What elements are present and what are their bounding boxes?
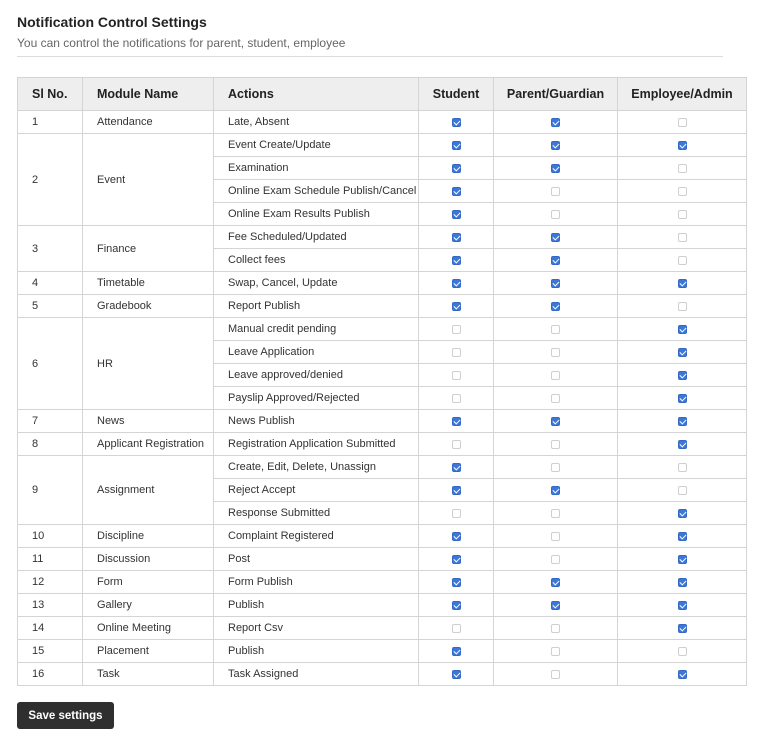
parent-guardian-checkbox[interactable] bbox=[551, 509, 560, 518]
employee-admin-cell bbox=[618, 502, 747, 525]
student-cell bbox=[419, 387, 494, 410]
parent-guardian-checkbox[interactable] bbox=[551, 624, 560, 633]
action-label-cell: Publish bbox=[214, 640, 419, 663]
student-cell bbox=[419, 594, 494, 617]
parent-guardian-checkbox[interactable] bbox=[551, 187, 560, 196]
module-name-cell: Finance bbox=[83, 226, 214, 272]
table-row bbox=[18, 318, 747, 341]
parent-guardian-cell bbox=[494, 548, 618, 571]
employee-admin-checkbox[interactable] bbox=[678, 302, 687, 311]
parent-guardian-checkbox[interactable] bbox=[551, 210, 560, 219]
page-title: Notification Control Settings bbox=[17, 14, 207, 30]
parent-guardian-cell bbox=[494, 226, 618, 249]
module-name-cell: Discussion bbox=[83, 548, 214, 571]
student-cell bbox=[419, 295, 494, 318]
student-checkbox[interactable] bbox=[452, 601, 461, 610]
parent-guardian-cell bbox=[494, 640, 618, 663]
student-checkbox[interactable] bbox=[452, 417, 461, 426]
parent-guardian-cell bbox=[494, 617, 618, 640]
action-label-cell: Complaint Registered bbox=[214, 525, 419, 548]
employee-admin-cell bbox=[618, 318, 747, 341]
student-checkbox[interactable] bbox=[452, 624, 461, 633]
employee-admin-checkbox[interactable] bbox=[678, 601, 687, 610]
employee-admin-cell bbox=[618, 157, 747, 180]
parent-guardian-cell bbox=[494, 134, 618, 157]
student-checkbox[interactable] bbox=[452, 463, 461, 472]
table-row bbox=[18, 594, 747, 617]
parent-guardian-checkbox[interactable] bbox=[551, 394, 560, 403]
module-name-cell: Placement bbox=[83, 640, 214, 663]
serial-number-cell: 14 bbox=[18, 617, 83, 640]
employee-admin-cell bbox=[618, 134, 747, 157]
parent-guardian-checkbox[interactable] bbox=[551, 118, 560, 127]
notification-settings-table bbox=[17, 77, 747, 686]
parent-guardian-cell bbox=[494, 433, 618, 456]
parent-guardian-cell bbox=[494, 272, 618, 295]
student-checkbox[interactable] bbox=[452, 348, 461, 357]
serial-number-cell: 3 bbox=[18, 226, 83, 272]
employee-admin-checkbox[interactable] bbox=[678, 118, 687, 127]
parent-guardian-checkbox[interactable] bbox=[551, 555, 560, 564]
student-cell bbox=[419, 364, 494, 387]
employee-admin-checkbox[interactable] bbox=[678, 371, 687, 380]
table-header-row bbox=[18, 78, 747, 111]
action-label-cell: Online Exam Schedule Publish/Cancel bbox=[214, 180, 419, 203]
student-cell bbox=[419, 134, 494, 157]
table-row bbox=[18, 111, 747, 134]
student-cell bbox=[419, 571, 494, 594]
employee-admin-cell bbox=[618, 180, 747, 203]
action-label-cell: Publish bbox=[214, 594, 419, 617]
employee-admin-checkbox[interactable] bbox=[678, 394, 687, 403]
table-row bbox=[18, 410, 747, 433]
employee-admin-checkbox[interactable] bbox=[678, 417, 687, 426]
parent-guardian-checkbox[interactable] bbox=[551, 164, 560, 173]
student-cell bbox=[419, 663, 494, 686]
action-label-cell: Online Exam Results Publish bbox=[214, 203, 419, 226]
employee-admin-cell bbox=[618, 594, 747, 617]
employee-admin-cell bbox=[618, 456, 747, 479]
employee-admin-cell bbox=[618, 525, 747, 548]
student-cell bbox=[419, 433, 494, 456]
parent-guardian-checkbox[interactable] bbox=[551, 532, 560, 541]
employee-admin-checkbox[interactable] bbox=[678, 532, 687, 541]
parent-guardian-checkbox[interactable] bbox=[551, 325, 560, 334]
parent-guardian-checkbox[interactable] bbox=[551, 417, 560, 426]
table-row bbox=[18, 433, 747, 456]
employee-admin-checkbox[interactable] bbox=[678, 647, 687, 656]
student-checkbox[interactable] bbox=[452, 118, 461, 127]
parent-guardian-cell bbox=[494, 341, 618, 364]
student-cell bbox=[419, 640, 494, 663]
employee-admin-cell bbox=[618, 226, 747, 249]
module-name-cell: Online Meeting bbox=[83, 617, 214, 640]
action-label-cell: Report Csv bbox=[214, 617, 419, 640]
employee-admin-cell bbox=[618, 341, 747, 364]
parent-guardian-cell bbox=[494, 525, 618, 548]
parent-guardian-checkbox[interactable] bbox=[551, 578, 560, 587]
parent-guardian-cell bbox=[494, 571, 618, 594]
employee-admin-checkbox[interactable] bbox=[678, 256, 687, 265]
student-checkbox[interactable] bbox=[452, 302, 461, 311]
parent-guardian-cell bbox=[494, 479, 618, 502]
action-label-cell: Reject Accept bbox=[214, 479, 419, 502]
serial-number-cell: 11 bbox=[18, 548, 83, 571]
action-label-cell: Payslip Approved/Rejected bbox=[214, 387, 419, 410]
employee-admin-checkbox[interactable] bbox=[678, 624, 687, 633]
student-cell bbox=[419, 203, 494, 226]
employee-admin-cell bbox=[618, 571, 747, 594]
action-label-cell: Post bbox=[214, 548, 419, 571]
employee-admin-checkbox[interactable] bbox=[678, 141, 687, 150]
employee-admin-cell bbox=[618, 433, 747, 456]
employee-admin-cell bbox=[618, 111, 747, 134]
serial-number-cell: 1 bbox=[18, 111, 83, 134]
employee-admin-cell bbox=[618, 272, 747, 295]
student-checkbox[interactable] bbox=[452, 164, 461, 173]
column-header-module-name: Module Name bbox=[83, 78, 214, 111]
page-subtitle: You can control the notifications for parent, student, employee bbox=[17, 36, 346, 50]
action-label-cell: Report Publish bbox=[214, 295, 419, 318]
column-header-actions: Actions bbox=[214, 78, 419, 111]
employee-admin-checkbox[interactable] bbox=[678, 463, 687, 472]
employee-admin-cell bbox=[618, 203, 747, 226]
student-checkbox[interactable] bbox=[452, 210, 461, 219]
module-name-cell: Event bbox=[83, 134, 214, 226]
serial-number-cell: 8 bbox=[18, 433, 83, 456]
employee-admin-cell bbox=[618, 410, 747, 433]
employee-admin-cell bbox=[618, 548, 747, 571]
action-label-cell: Event Create/Update bbox=[214, 134, 419, 157]
employee-admin-checkbox[interactable] bbox=[678, 210, 687, 219]
employee-admin-cell bbox=[618, 249, 747, 272]
action-label-cell: Swap, Cancel, Update bbox=[214, 272, 419, 295]
parent-guardian-cell bbox=[494, 111, 618, 134]
parent-guardian-cell bbox=[494, 180, 618, 203]
employee-admin-cell bbox=[618, 663, 747, 686]
employee-admin-checkbox[interactable] bbox=[678, 578, 687, 587]
employee-admin-checkbox[interactable] bbox=[678, 187, 687, 196]
table-row bbox=[18, 617, 747, 640]
employee-admin-cell bbox=[618, 295, 747, 318]
parent-guardian-checkbox[interactable] bbox=[551, 371, 560, 380]
action-label-cell: Collect fees bbox=[214, 249, 419, 272]
table-row bbox=[18, 456, 747, 479]
module-name-cell: Attendance bbox=[83, 111, 214, 134]
table-row bbox=[18, 571, 747, 594]
student-cell bbox=[419, 456, 494, 479]
parent-guardian-checkbox[interactable] bbox=[551, 440, 560, 449]
table-row bbox=[18, 272, 747, 295]
employee-admin-checkbox[interactable] bbox=[678, 486, 687, 495]
parent-guardian-cell bbox=[494, 502, 618, 525]
student-cell bbox=[419, 548, 494, 571]
column-header-sl-no: Sl No. bbox=[18, 78, 83, 111]
serial-number-cell: 12 bbox=[18, 571, 83, 594]
student-cell bbox=[419, 410, 494, 433]
student-checkbox[interactable] bbox=[452, 394, 461, 403]
module-name-cell: Gallery bbox=[83, 594, 214, 617]
parent-guardian-cell bbox=[494, 387, 618, 410]
student-checkbox[interactable] bbox=[452, 233, 461, 242]
student-cell bbox=[419, 180, 494, 203]
action-label-cell: Task Assigned bbox=[214, 663, 419, 686]
employee-admin-checkbox[interactable] bbox=[678, 325, 687, 334]
table-row bbox=[18, 640, 747, 663]
employee-admin-cell bbox=[618, 387, 747, 410]
table-row bbox=[18, 134, 747, 157]
parent-guardian-checkbox[interactable] bbox=[551, 279, 560, 288]
serial-number-cell: 15 bbox=[18, 640, 83, 663]
table-row bbox=[18, 295, 747, 318]
action-label-cell: Create, Edit, Delete, Unassign bbox=[214, 456, 419, 479]
serial-number-cell: 9 bbox=[18, 456, 83, 525]
column-header-student: Student bbox=[419, 78, 494, 111]
employee-admin-cell bbox=[618, 364, 747, 387]
student-cell bbox=[419, 272, 494, 295]
parent-guardian-checkbox[interactable] bbox=[551, 256, 560, 265]
student-checkbox[interactable] bbox=[452, 486, 461, 495]
table-body bbox=[18, 111, 747, 686]
parent-guardian-cell bbox=[494, 295, 618, 318]
module-name-cell: Assignment bbox=[83, 456, 214, 525]
parent-guardian-cell bbox=[494, 203, 618, 226]
student-checkbox[interactable] bbox=[452, 532, 461, 541]
serial-number-cell: 16 bbox=[18, 663, 83, 686]
student-checkbox[interactable] bbox=[452, 256, 461, 265]
action-label-cell: Leave approved/denied bbox=[214, 364, 419, 387]
serial-number-cell: 6 bbox=[18, 318, 83, 410]
action-label-cell: News Publish bbox=[214, 410, 419, 433]
student-checkbox[interactable] bbox=[452, 555, 461, 564]
parent-guardian-checkbox[interactable] bbox=[551, 302, 560, 311]
student-checkbox[interactable] bbox=[452, 440, 461, 449]
module-name-cell: News bbox=[83, 410, 214, 433]
table-row bbox=[18, 548, 747, 571]
student-cell bbox=[419, 249, 494, 272]
serial-number-cell: 5 bbox=[18, 295, 83, 318]
parent-guardian-checkbox[interactable] bbox=[551, 647, 560, 656]
student-cell bbox=[419, 341, 494, 364]
parent-guardian-checkbox[interactable] bbox=[551, 670, 560, 679]
module-name-cell: Applicant Registration bbox=[83, 433, 214, 456]
employee-admin-checkbox[interactable] bbox=[678, 279, 687, 288]
save-settings-button[interactable]: Save settings bbox=[17, 702, 114, 729]
student-cell bbox=[419, 525, 494, 548]
student-cell bbox=[419, 111, 494, 134]
module-name-cell: HR bbox=[83, 318, 214, 410]
parent-guardian-cell bbox=[494, 318, 618, 341]
module-name-cell: Form bbox=[83, 571, 214, 594]
employee-admin-cell bbox=[618, 640, 747, 663]
divider bbox=[17, 56, 723, 57]
employee-admin-checkbox[interactable] bbox=[678, 555, 687, 564]
employee-admin-checkbox[interactable] bbox=[678, 440, 687, 449]
parent-guardian-checkbox[interactable] bbox=[551, 348, 560, 357]
student-cell bbox=[419, 157, 494, 180]
employee-admin-cell bbox=[618, 617, 747, 640]
employee-admin-checkbox[interactable] bbox=[678, 509, 687, 518]
employee-admin-checkbox[interactable] bbox=[678, 670, 687, 679]
serial-number-cell: 13 bbox=[18, 594, 83, 617]
employee-admin-checkbox[interactable] bbox=[678, 164, 687, 173]
table-row bbox=[18, 525, 747, 548]
parent-guardian-cell bbox=[494, 249, 618, 272]
student-cell bbox=[419, 479, 494, 502]
parent-guardian-cell bbox=[494, 456, 618, 479]
action-label-cell: Examination bbox=[214, 157, 419, 180]
student-cell bbox=[419, 617, 494, 640]
student-checkbox[interactable] bbox=[452, 187, 461, 196]
student-checkbox[interactable] bbox=[452, 279, 461, 288]
serial-number-cell: 2 bbox=[18, 134, 83, 226]
action-label-cell: Response Submitted bbox=[214, 502, 419, 525]
parent-guardian-cell bbox=[494, 410, 618, 433]
student-cell bbox=[419, 226, 494, 249]
parent-guardian-checkbox[interactable] bbox=[551, 141, 560, 150]
table-row bbox=[18, 226, 747, 249]
serial-number-cell: 4 bbox=[18, 272, 83, 295]
module-name-cell: Task bbox=[83, 663, 214, 686]
parent-guardian-cell bbox=[494, 594, 618, 617]
parent-guardian-cell bbox=[494, 364, 618, 387]
table-row bbox=[18, 663, 747, 686]
employee-admin-cell bbox=[618, 479, 747, 502]
student-cell bbox=[419, 318, 494, 341]
employee-admin-checkbox[interactable] bbox=[678, 233, 687, 242]
parent-guardian-checkbox[interactable] bbox=[551, 486, 560, 495]
student-checkbox[interactable] bbox=[452, 670, 461, 679]
student-checkbox[interactable] bbox=[452, 371, 461, 380]
column-header-employee-admin: Employee/Admin bbox=[618, 78, 747, 111]
student-checkbox[interactable] bbox=[452, 509, 461, 518]
action-label-cell: Registration Application Submitted bbox=[214, 433, 419, 456]
employee-admin-checkbox[interactable] bbox=[678, 348, 687, 357]
module-name-cell: Discipline bbox=[83, 525, 214, 548]
parent-guardian-cell bbox=[494, 663, 618, 686]
action-label-cell: Manual credit pending bbox=[214, 318, 419, 341]
action-label-cell: Fee Scheduled/Updated bbox=[214, 226, 419, 249]
parent-guardian-checkbox[interactable] bbox=[551, 463, 560, 472]
parent-guardian-checkbox[interactable] bbox=[551, 233, 560, 242]
column-header-parent-guardian: Parent/Guardian bbox=[494, 78, 618, 111]
parent-guardian-cell bbox=[494, 157, 618, 180]
student-cell bbox=[419, 502, 494, 525]
student-checkbox[interactable] bbox=[452, 141, 461, 150]
module-name-cell: Timetable bbox=[83, 272, 214, 295]
parent-guardian-checkbox[interactable] bbox=[551, 601, 560, 610]
serial-number-cell: 10 bbox=[18, 525, 83, 548]
action-label-cell: Leave Application bbox=[214, 341, 419, 364]
action-label-cell: Form Publish bbox=[214, 571, 419, 594]
action-label-cell: Late, Absent bbox=[214, 111, 419, 134]
student-checkbox[interactable] bbox=[452, 647, 461, 656]
module-name-cell: Gradebook bbox=[83, 295, 214, 318]
serial-number-cell: 7 bbox=[18, 410, 83, 433]
student-checkbox[interactable] bbox=[452, 325, 461, 334]
student-checkbox[interactable] bbox=[452, 578, 461, 587]
